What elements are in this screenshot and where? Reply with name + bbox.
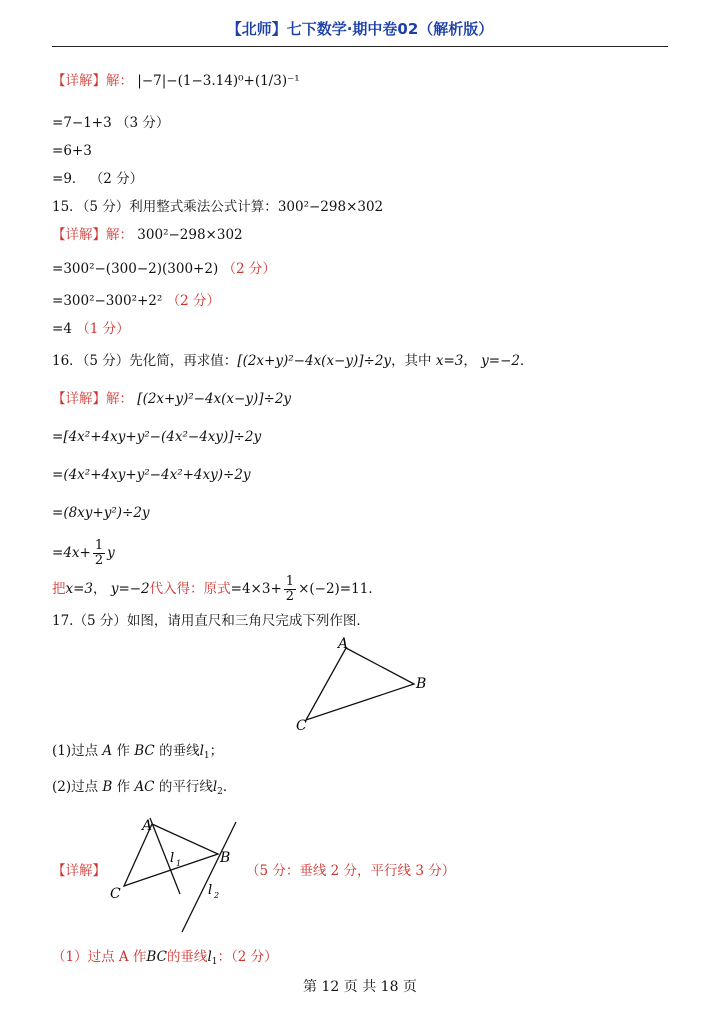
q15-prompt-expr: 300²−298×302 [277, 199, 384, 215]
q15-solution-line [52, 226, 243, 244]
task1-line-sub: 1 [203, 751, 210, 761]
q14-expression: |−7|−(1−3.14)⁰+(1/3)⁻¹ [137, 73, 300, 89]
q14-solution-line [52, 72, 300, 90]
equals-sign: = [52, 293, 64, 309]
q14-step2 [52, 142, 92, 160]
line-l1-sub: 1 [176, 859, 182, 868]
q16-step4 [52, 538, 115, 568]
task2-point: B [102, 779, 113, 795]
q16-prompt-text: 16．（5 分）先化简，再求值： [52, 353, 238, 369]
q14-step3 [52, 170, 143, 188]
q16-step4-a: 4x+ [63, 545, 91, 561]
detail-label: 【详解】 [52, 227, 106, 243]
q15-step2-expr: 300²−300²+2² [63, 293, 163, 309]
task1-text-a: (1)过点 [52, 743, 103, 759]
q15-step3-score: （1 分） [76, 321, 130, 337]
task1-segment: BC [134, 743, 155, 759]
solution-label: 解： [106, 227, 133, 243]
answer1-segment: BC [146, 949, 167, 965]
answer1-text-a: （1）过点 A 作 [52, 949, 147, 965]
q14-step1 [52, 114, 169, 132]
task2-text-a: (2)过点 [52, 779, 103, 795]
q16-result-end: ． [368, 581, 382, 597]
q14-step2-expr: 6+3 [63, 143, 92, 159]
line-l2-sub: 2 [214, 891, 220, 900]
q16-prompt: 16．（5 分）先化简，再求值：[(2x+y)²−4x(x−y)]÷2y，其中 x=3， y=−2． [52, 353, 534, 369]
parallel-l2 [182, 822, 236, 932]
equals-sign: = [52, 143, 64, 159]
q16-step1 [52, 428, 261, 446]
equals-sign: = [52, 321, 64, 337]
answer1-line-name: l [207, 949, 212, 965]
q15-step3 [52, 320, 130, 338]
vertex-b-label: B [416, 676, 427, 692]
task2-text-c: 的平行线 [154, 779, 213, 795]
q15-step1 [52, 260, 276, 278]
q16-step2 [52, 466, 251, 484]
q16-sub-y: y=−2 [110, 581, 150, 597]
q15-prompt [52, 198, 383, 216]
q16-step3 [52, 504, 150, 522]
q15-step3-expr: 4 [63, 321, 72, 337]
fraction-numerator: 1 [94, 538, 104, 553]
q16-result-b: ×(−2)=11 [298, 581, 369, 597]
q15-step2 [52, 292, 220, 310]
equals-sign: = [52, 115, 64, 131]
q16-step2-expr: (4x²+4xy+y²−4x²+4xy)÷2y [63, 467, 251, 483]
q17-answer1 [52, 948, 278, 971]
task1-point: A [102, 743, 113, 759]
task1-text-b: 作 [112, 743, 135, 759]
q16-result-a: =4×3+ [230, 581, 282, 597]
q16-cond-x: x=3 [435, 353, 464, 369]
substitution-label: 把 [52, 581, 66, 597]
q16-cond-y: y=−2 [481, 353, 521, 369]
equals-sign: = [52, 261, 64, 277]
q16-substitution: 把x=3， y=−2代入得：原式=4×3+ $\frac{1}{2}$ ×(−2)=11． [52, 574, 382, 604]
solution-label: 解： [106, 73, 133, 89]
fraction-denominator: 2 [94, 553, 104, 568]
fraction [93, 539, 105, 568]
q14-step1-expr: 7−1+3 [63, 115, 112, 131]
task2-text-b: 作 [112, 779, 135, 795]
fraction-denominator: 2 [285, 589, 295, 604]
task2-segment: AC [134, 779, 155, 795]
task1-end: ； [209, 743, 224, 759]
q14-step3-expr: 9． [63, 171, 86, 187]
page-footer: 第 12 页 共 18 页 [303, 979, 417, 995]
q15-solution-expr: 300²−298×302 [137, 227, 243, 243]
q17-triangle-figure [290, 630, 440, 736]
task2-line-name: l [212, 779, 218, 795]
vertex-a-label: A [338, 636, 349, 652]
q17-score-note: （5 分：垂线 2 分，平行线 3 分） [246, 863, 456, 879]
q16-step3-expr: (8xy+y²)÷2y [63, 505, 150, 521]
q15-prompt-text: 15．（5 分）利用整式乘法公式计算： [52, 199, 278, 215]
q15-step1-expr: 300²−(300−2)(300+2) [63, 261, 219, 277]
equals-sign: = [52, 171, 64, 187]
triangle-abc [306, 648, 414, 720]
q16-where: ，其中 [391, 353, 432, 369]
q17-detail-label: 【详解】 [52, 863, 106, 879]
q16-solution-expr: [(2x+y)²−4x(x−y)]÷2y [137, 391, 292, 407]
substitution-label-2: 代入得：原式 [149, 581, 231, 597]
q14-step3-score: （2 分） [89, 171, 144, 187]
task2-end: ． [222, 779, 237, 795]
line-l1-label: l [170, 851, 175, 866]
q16-end: ． [520, 353, 534, 369]
task2-line-sub: 2 [217, 787, 223, 797]
vertex-c-label: C [296, 718, 307, 734]
equals-sign: = [52, 505, 64, 521]
solution-label: 解： [106, 391, 133, 407]
answer1-line-sub: 1 [211, 957, 218, 967]
q17-task1 [52, 742, 223, 765]
equals-sign: = [52, 429, 64, 445]
answer1-text-b: 的垂线 [166, 949, 208, 965]
fraction-numerator: 1 [285, 574, 295, 589]
line-l2-label: l [208, 883, 213, 898]
header-rule [52, 46, 668, 47]
detail-label: 【详解】 [52, 391, 106, 407]
q17-answer-figure [104, 812, 254, 936]
q16-sub-x: x=3 [65, 581, 94, 597]
document-header: 【北师】七下数学·期中卷02（解析版） [226, 20, 494, 38]
fraction [284, 575, 296, 604]
q17-task2 [52, 778, 236, 801]
q16-solution-line [52, 390, 291, 408]
detail-label: 【详解】 [52, 73, 106, 89]
q17-prompt: 17.（5 分）如图，请用直尺和三角尺完成下列作图． [52, 613, 370, 629]
vertex-a-label: A [142, 818, 153, 834]
q16-step1-expr: [4x²+4xy+y²−(4x²−4xy)]÷2y [63, 429, 262, 445]
q16-prompt-expr: [(2x+y)²−4x(x−y)]÷2y [237, 353, 392, 369]
answer1-text-c: ：（2 分） [217, 949, 278, 965]
task1-text-c: 的垂线 [154, 743, 200, 759]
q16-step4-b: y [107, 545, 115, 561]
vertex-c-label: C [110, 886, 121, 902]
vertex-b-label: B [220, 850, 231, 866]
q15-step1-score: （2 分） [222, 261, 276, 277]
q15-step2-score: （2 分） [166, 293, 220, 309]
task1-line-name: l [199, 743, 204, 759]
q14-step1-score: （3 分） [116, 115, 170, 131]
equals-sign: = [52, 467, 64, 483]
equals-sign: = [52, 545, 64, 561]
